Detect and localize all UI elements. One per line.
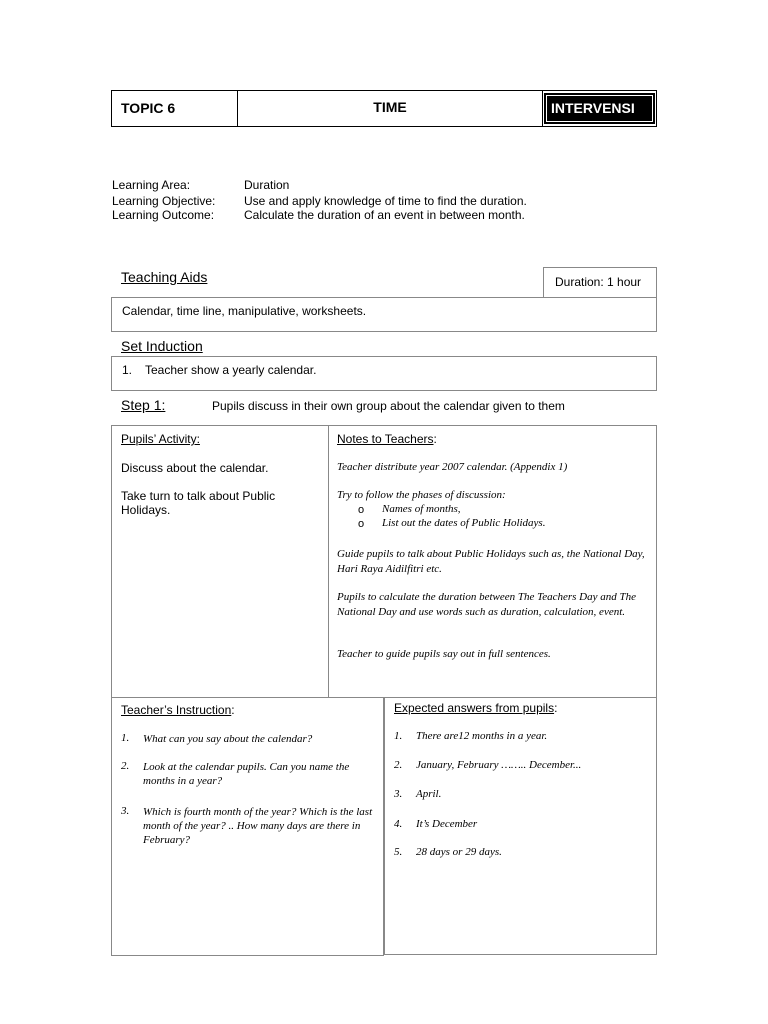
teaching-aids-content: Calendar, time line, manipulative, worksheets.: [111, 297, 657, 332]
activity-notes-table: [111, 425, 657, 698]
bullet-circle-icon: o: [358, 504, 365, 516]
notes-paragraph: Guide pupils to talk about Public Holidays such as, the National Day, Hari Raya Aidilfitri etc.: [337, 548, 645, 575]
notes-heading: [337, 432, 437, 446]
answer-text: January, February …….. December...: [416, 759, 582, 771]
answer-number: 2.: [394, 759, 403, 771]
topic-title: TIME: [238, 91, 543, 126]
answer-number: 5.: [394, 846, 403, 858]
pupils-activity-item: Discuss about the calendar.: [121, 461, 269, 475]
learning-outcome-label: Learning Outcome:: [112, 208, 215, 222]
set-induction-text: Teacher show a yearly calendar.: [145, 363, 317, 377]
answers-heading-text: Expected answers from pupils: [394, 701, 555, 715]
answers-heading: [394, 701, 557, 715]
instruction-heading-colon: :: [231, 703, 235, 717]
duration-box: Duration: 1 hour: [543, 267, 657, 298]
question-number: 3.: [121, 805, 130, 817]
set-induction-heading: Set Induction: [121, 338, 203, 354]
expected-answers-box: [384, 697, 657, 955]
topic-label: TOPIC 6: [112, 91, 238, 126]
teacher-instruction-box: [111, 697, 384, 956]
column-divider: [328, 426, 329, 697]
question-text: Look at the calendar pupils. Can you name the months in a year?: [143, 761, 350, 787]
answer-text: There are12 months in a year.: [416, 730, 548, 742]
learning-outcome-value: Calculate the duration of an event in between month.: [244, 208, 525, 222]
topic-header: [111, 90, 657, 127]
instruction-heading-text: Teacher’s Instruction: [121, 703, 232, 717]
step1-text: Pupils discuss in their own group about the calendar given to them: [212, 399, 565, 413]
bullet-circle-icon: o: [358, 518, 365, 530]
notes-heading-colon: :: [433, 432, 437, 446]
notes-paragraph: Teacher distribute year 2007 calendar. (Appendix 1): [337, 461, 568, 473]
notes-bullet: List out the dates of Public Holidays.: [382, 517, 546, 529]
notes-paragraph: Teacher to guide pupils say out in full sentences.: [337, 648, 551, 660]
learning-area-label: Learning Area:: [112, 178, 191, 192]
set-induction-box: [111, 356, 657, 391]
answer-number: 3.: [394, 788, 403, 800]
pupils-activity-heading: Pupils’ Activity:: [121, 432, 200, 446]
instruction-heading: [121, 703, 235, 717]
teaching-aids-heading: Teaching Aids: [121, 269, 208, 285]
learning-objective-label: Learning Objective:: [112, 194, 216, 208]
answer-text: It’s December: [416, 818, 478, 830]
answer-number: 4.: [394, 818, 403, 830]
question-number: 2.: [121, 760, 130, 772]
intervensi-badge: INTERVENSI: [544, 93, 655, 124]
question-number: 1.: [121, 732, 130, 744]
question-text: What can you say about the calendar?: [143, 733, 313, 745]
question-text: Which is fourth month of the year? Which is the last month of the year? .. How many days are there in February?: [143, 806, 373, 846]
answers-heading-colon: :: [554, 701, 558, 715]
notes-paragraph: Try to follow the phases of discussion:: [337, 489, 506, 501]
notes-heading-text: Notes to Teachers: [337, 432, 434, 446]
pupils-activity-item: Take turn to talk about Public Holidays.: [121, 489, 276, 517]
notes-bullet: Names of months,: [382, 503, 461, 515]
learning-objective-value: Use and apply knowledge of time to find the duration.: [244, 194, 527, 208]
answer-text: April.: [416, 788, 442, 800]
learning-area-value: Duration: [244, 178, 290, 192]
set-induction-number: 1.: [122, 363, 133, 377]
answer-number: 1.: [394, 730, 403, 742]
answer-text: 28 days or 29 days.: [416, 846, 502, 858]
step1-label: Step 1:: [121, 397, 166, 413]
notes-paragraph: Pupils to calculate the duration between The Teachers Day and The National Day and use words such as duration, calculation, event.: [337, 591, 636, 618]
